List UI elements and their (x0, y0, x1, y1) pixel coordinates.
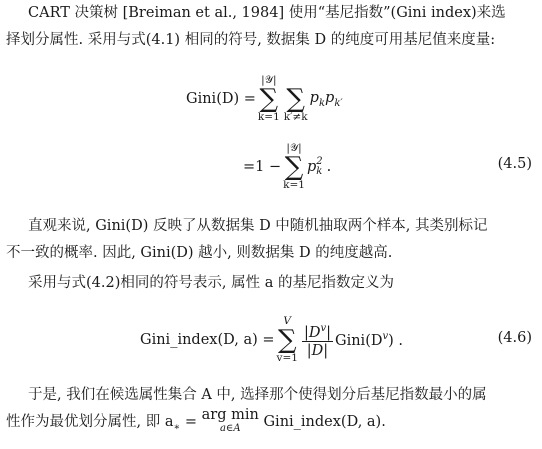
eq45-lhs: Gini(D) = (186, 91, 256, 107)
eq45-sum-upper: |𝒴| (261, 74, 277, 86)
eq45-sum-lower-1: k=1 (257, 111, 280, 123)
eq46-rhs: $Gini(D^v)$ . (335, 331, 404, 349)
sigma-symbol: ∑ (284, 152, 304, 182)
eq45-sum-3: |𝒴| ∑ k=1 (283, 142, 305, 191)
eq46-denominator: |D| (306, 343, 329, 360)
eq45-line2-prefix: =1 − (243, 159, 282, 175)
equation-number-4-6: (4.6) (497, 330, 532, 346)
eq46-sum (277, 316, 298, 364)
eq46-numerator: $|D^v|$ (302, 320, 333, 343)
sigma-symbol: ∑ (259, 84, 279, 114)
eq46-lhs: Gini_index(D, a) = (140, 332, 275, 348)
eq45-line2-term: p 2 k (306, 156, 323, 177)
eq46-sum-upper: V (283, 315, 292, 327)
equation-number-4-5: (4.5) (497, 156, 532, 172)
intuition-line-2: 不一致的概率. 因此, Gini(D) 越小, 则数据集 D 的纯度越高. (6, 245, 393, 261)
eq45-sum-2 (284, 75, 308, 123)
conclusion-line-2: 性作为最优划分属性, 即 $a_∗$ = arg min a∈A Gini_index(D, a). (6, 407, 386, 434)
intro-line-2: 择划分属性. 采用与式(4.1) 相同的符号, 数据集 D 的纯度可用基尼值来度量: (6, 32, 496, 48)
sigma-symbol: ∑ (286, 84, 305, 114)
conclusion-line-1: 于是, 我们在候选属性集合 A 中, 选择那个使得划分后基尼指数最小的属 (28, 387, 487, 403)
paragraph-definition (6, 270, 536, 297)
intuition-line-1: 直观来说, Gini(D) 反映了从数据集 D 中随机抽取两个样本, 其类别标记 (28, 218, 488, 234)
eq45-term: $p_kp_{k'}$ (309, 89, 343, 109)
paragraph-intro (6, 0, 536, 54)
definition-line-1: 采用与式(4.2)相同的符号表示, 属性 a 的基尼指数定义为 (28, 275, 394, 291)
intro-line-1: CART 决策树 [Breiman et al., 1984] 使用“基尼指数”(Gini index)来选 (28, 5, 506, 21)
eq45-period: . (326, 159, 332, 175)
paragraph-conclusion (6, 382, 536, 441)
argmin-operator: arg min a∈A (201, 407, 259, 434)
eq45-sum-lower-2: k′≠k (283, 111, 308, 123)
eq45-sum-1 (258, 75, 280, 123)
sigma-symbol: ∑ (277, 325, 297, 355)
eq46-sum-lower: v=1 (276, 352, 298, 364)
eq46-fraction (302, 320, 333, 361)
paragraph-intuition (6, 213, 536, 267)
